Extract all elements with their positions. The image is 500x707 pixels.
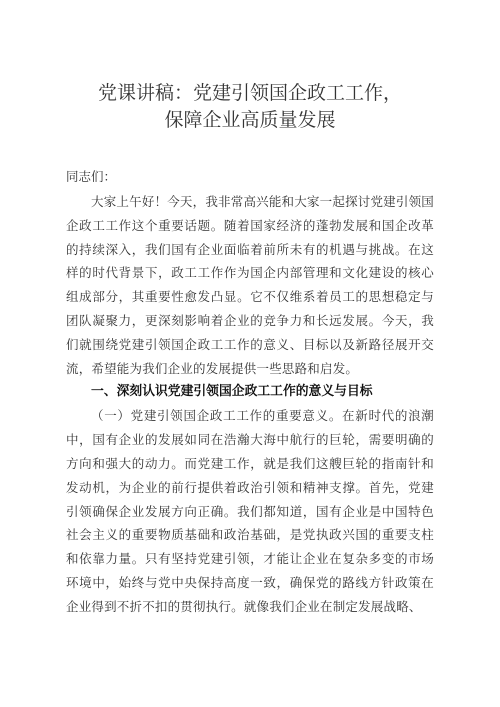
section-paragraph: （一）党建引领国企政工工作的重要意义。在新时代的浪潮中，国有企业的发展如同在浩瀚大海中航行的巨轮，需要明确的方向和强大的动力。而党建工作，就是我们这艘巨轮的指南针和发动机，为企业的前行提供着政治引领和精神支撑。首先，党建引领确保企业发展方向正确。我们都知道，国有企业是中国特色社会主义的重要物质基础和政治基础，是党执政兴国的重要支柱和依靠力量。只有坚持党建引领，才能让企业在复杂多变的市场环境中，始终与党中央保持高度一致，确保党的路线方针政策在企业得到不折不扣的贯彻执行。就像我们企业在制定发展战略、 [66,408,434,614]
intro-paragraph: 大家上午好！今天，我非常高兴能和大家一起探讨党建引领国企政工工作这个重要话题。随着国家经济的蓬勃发展和国企改革的持续深入，我们国有企业面临着前所未有的机遇与挑战。在这样的时代背景下，政工工作作为国企内部管理和文化建设的核心组成部分，其重要性愈发凸显。它不仅维系着员工的思想稳定与团队凝聚力，更深刻影响着企业的竞争力和长远发展。今天，我们就围绕党建引领国企政工工作的意义、目标以及新路径展开交流，希望能为我们企业的发展提供一些思路和启发。 [66,194,434,376]
section-heading: 一、深刻认识党建引领国企政工工作的意义与目标 [91,384,373,400]
title-line-2: 保障企业高质量发展 [164,109,336,131]
greeting: 同志们： [66,169,117,184]
document-title [66,80,434,134]
title-line-1: 党课讲稿：党建引领国企政工工作， [97,82,402,104]
